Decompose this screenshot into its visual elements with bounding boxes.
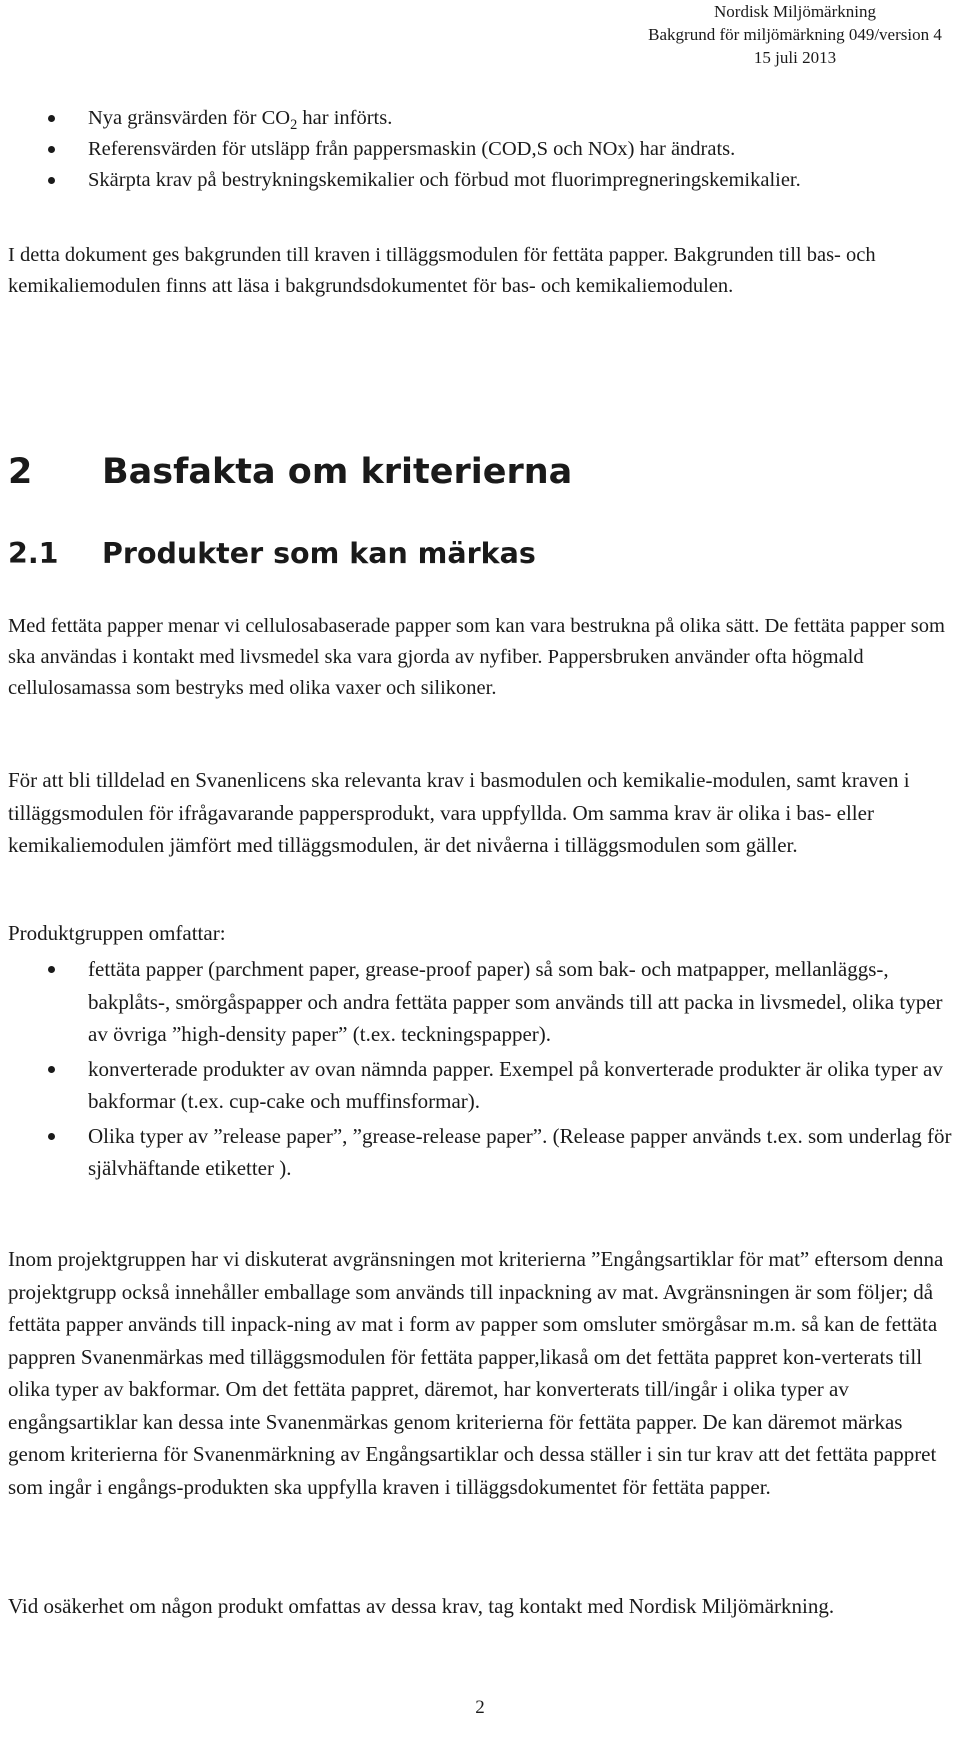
paragraph: För att bli tilldelad en Svanenlicens ska relevanta krav i basmodulen och kemikalie-modulen, samt kraven i tilläggsmodulen för ifrågavarande pappersprodukt, vara uppfyllda. Om samma krav är olika i bas- eller kemikaliemodulen jämfört med tilläggsmodulen, är det nivåerna i tilläggsmodulen som gäller.	[8, 768, 910, 857]
list-item	[0, 1053, 958, 1118]
header-org: Nordisk Miljömärkning	[714, 2, 876, 21]
list-item	[0, 953, 958, 1051]
header-doc: Bakgrund för miljömärkning 049/version 4	[648, 25, 942, 44]
paragraph: Vid osäkerhet om någon produkt omfattas av dessa krav, tag kontakt med Nordisk Miljömärkning.	[8, 1594, 835, 1618]
intro-paragraph: I detta dokument ges bakgrunden till kraven i tilläggsmodulen för fettäta papper. Bakgrunden till bas- och kemikaliemodulen finns att läsa i bakgrundsdokumentet för bas- och kemikaliemodulen.	[8, 244, 876, 297]
section-heading	[8, 452, 572, 492]
list-item	[0, 103, 958, 134]
page-header	[630, 0, 960, 69]
list-item	[0, 1120, 958, 1185]
bullet-icon	[48, 1133, 55, 1140]
scope-heading: Produktgruppen omfattar:	[8, 921, 226, 945]
scope-text: konverterade produkter av ovan nämnda papper. Exempel på konverterade produkter är olika typer av bakformar (t.ex. cup-cake och muffinsformar).	[88, 1056, 943, 1113]
header-date: 15 juli 2013	[753, 48, 837, 67]
subsection-number: 2.1	[8, 537, 59, 570]
page-number: 2	[475, 1697, 485, 1718]
scope-text: fettäta papper (parchment paper, grease-proof paper) så som bak- och matpapper, mellanläggs-, bakplåts-, smörgåspapper och andra fettäta papper som används till att packa in livsmedel, olika typer av övriga ”high-density paper” (t.ex. teckningspapper).	[88, 957, 943, 1046]
change-text: Nya gränsvärden för CO	[88, 107, 291, 129]
bullet-icon	[48, 115, 55, 122]
change-text: Referensvärden för utsläpp från pappersmaskin (COD,S och NOx) har ändrats.	[88, 138, 736, 160]
paragraph: Inom projektgruppen har vi diskuterat avgränsningen mot kriterierna ”Engångsartiklar för mat” eftersom denna projektgrupp också innehåller emballage som används till inpackning av mat. Avgränsningen är som följer; då fettäta papper används till inpack-ning av mat i form av papper som omsluter smörgåsar m.m. så kan de fettäta pappren Svanenmärkas med tilläggsmodulen för fettäta papper,likaså om det fettäta pappret kon-verterats till olika typer av bakformar. Om det fettäta pappret, däremot, har konverterats till/ingår i olika typer av engångsartiklar kan dessa inte Svanenmärkas genom kriterierna för fettäta papper. De kan däremot märkas genom kriterierna för Svanenmärkning av Engångsartiklar och dessa ställer i sin tur krav att det fettäta pappret som ingår i engångs-produkten ska uppfylla kraven i tilläggsdokumentet för fettäta papper.	[8, 1247, 944, 1499]
scope-list	[0, 953, 958, 1185]
bullet-icon	[48, 177, 55, 184]
bullet-icon	[48, 966, 55, 973]
change-text: har införts.	[297, 107, 393, 129]
list-item	[0, 134, 958, 165]
section-title: Basfakta om kriterierna	[102, 452, 573, 492]
change-text: Skärpta krav på bestrykningskemikalier och förbud mot fluorimpregneringskemikalier.	[88, 169, 801, 191]
subscript: 2	[290, 117, 298, 134]
section-number: 2	[8, 452, 33, 492]
bullet-icon	[48, 1066, 55, 1073]
list-item	[0, 165, 958, 196]
scope-text: Olika typer av ”release paper”, ”grease-release paper”. (Release papper används t.ex. som underlag för självhäftande etiketter ).	[88, 1123, 952, 1180]
subsection-heading	[8, 537, 536, 570]
changes-list	[0, 103, 958, 196]
paragraph: Med fettäta papper menar vi cellulosabaserade papper som kan vara bestrukna på olika sätt. De fettäta papper som ska användas i kontakt med livsmedel ska vara gjorda av nyfiber. Pappersbruken använder ofta högmald cellulosamassa som bestryks med olika vaxer och silikoner.	[8, 615, 945, 699]
subsection-title: Produkter som kan märkas	[102, 537, 536, 570]
bullet-icon	[48, 146, 55, 153]
